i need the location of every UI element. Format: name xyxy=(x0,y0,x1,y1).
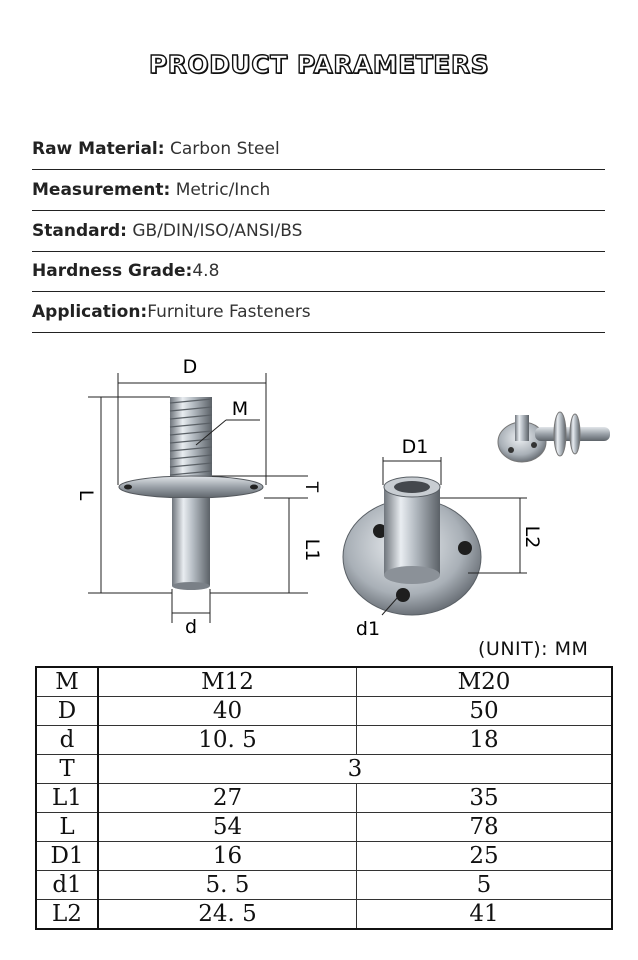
table-cell: 10. 5 xyxy=(98,726,357,755)
dim-label-M: M xyxy=(231,398,249,420)
table-cell: M20 xyxy=(357,667,613,697)
dim-label-D: D xyxy=(182,356,198,378)
param-value: 4.8 xyxy=(192,261,220,281)
table-cell: 18 xyxy=(357,726,613,755)
product-photo xyxy=(498,412,610,462)
table-cell: 78 xyxy=(357,813,613,842)
table-row xyxy=(36,842,612,871)
table-cell: d xyxy=(36,726,98,755)
table-header-row xyxy=(36,667,612,697)
table-cell: 35 xyxy=(357,784,613,813)
unit-label: (UNIT): MM xyxy=(478,638,589,660)
bolt-flange xyxy=(119,476,263,498)
table-row xyxy=(36,871,612,900)
table-cell: 27 xyxy=(98,784,357,813)
table-row xyxy=(36,726,612,755)
table-cell: M12 xyxy=(98,667,357,697)
dim-label-d1: d1 xyxy=(355,618,381,640)
table-cell: 50 xyxy=(357,697,613,726)
table-row xyxy=(36,900,612,930)
table-cell: D xyxy=(36,697,98,726)
param-label: Measurement: xyxy=(32,180,171,200)
param-label: Application: xyxy=(32,302,148,322)
table-cell: 5 xyxy=(357,871,613,900)
table-row xyxy=(36,813,612,842)
table-row xyxy=(36,755,612,784)
dim-label-T: T xyxy=(301,481,321,493)
table-row xyxy=(36,784,612,813)
param-row-standard xyxy=(32,211,605,252)
table-cell: 41 xyxy=(357,900,613,930)
table-row xyxy=(36,697,612,726)
param-value: GB/DIN/ISO/ANSI/BS xyxy=(126,221,303,241)
table-cell: 3 xyxy=(98,755,612,784)
param-row-raw-material xyxy=(32,129,605,170)
product-diagram xyxy=(0,345,638,645)
table-cell: 25 xyxy=(357,842,613,871)
table-cell: 54 xyxy=(98,813,357,842)
table-cell: L xyxy=(36,813,98,842)
table-cell: 24. 5 xyxy=(98,900,357,930)
param-row-measurement xyxy=(32,170,605,211)
param-value: Metric/Inch xyxy=(170,180,271,200)
dim-label-L1: L1 xyxy=(301,538,323,562)
table-cell: D1 xyxy=(36,842,98,871)
bolt-thread xyxy=(170,397,212,479)
spec-table xyxy=(35,666,613,930)
dim-label-D1: D1 xyxy=(401,436,429,458)
param-label: Standard: xyxy=(32,221,127,241)
table-cell: L1 xyxy=(36,784,98,813)
dim-label-L: L xyxy=(75,489,97,501)
param-label: Hardness Grade: xyxy=(32,261,193,281)
page-title: PRODUCT PARAMETERS xyxy=(148,50,490,79)
dim-label-d: d xyxy=(184,616,198,638)
table-cell: M xyxy=(36,667,98,697)
table-cell: L2 xyxy=(36,900,98,930)
param-value: Carbon Steel xyxy=(164,139,280,159)
param-row-hardness xyxy=(32,251,605,292)
bolt-pin xyxy=(172,498,210,590)
table-cell: 5. 5 xyxy=(98,871,357,900)
table-cell: T xyxy=(36,755,98,784)
dim-label-L2: L2 xyxy=(521,525,543,549)
table-cell: 16 xyxy=(98,842,357,871)
param-value: Furniture Fasteners xyxy=(147,302,311,322)
table-cell: 40 xyxy=(98,697,357,726)
table-cell: d1 xyxy=(36,871,98,900)
param-label: Raw Material: xyxy=(32,139,165,159)
param-row-application xyxy=(32,292,605,333)
